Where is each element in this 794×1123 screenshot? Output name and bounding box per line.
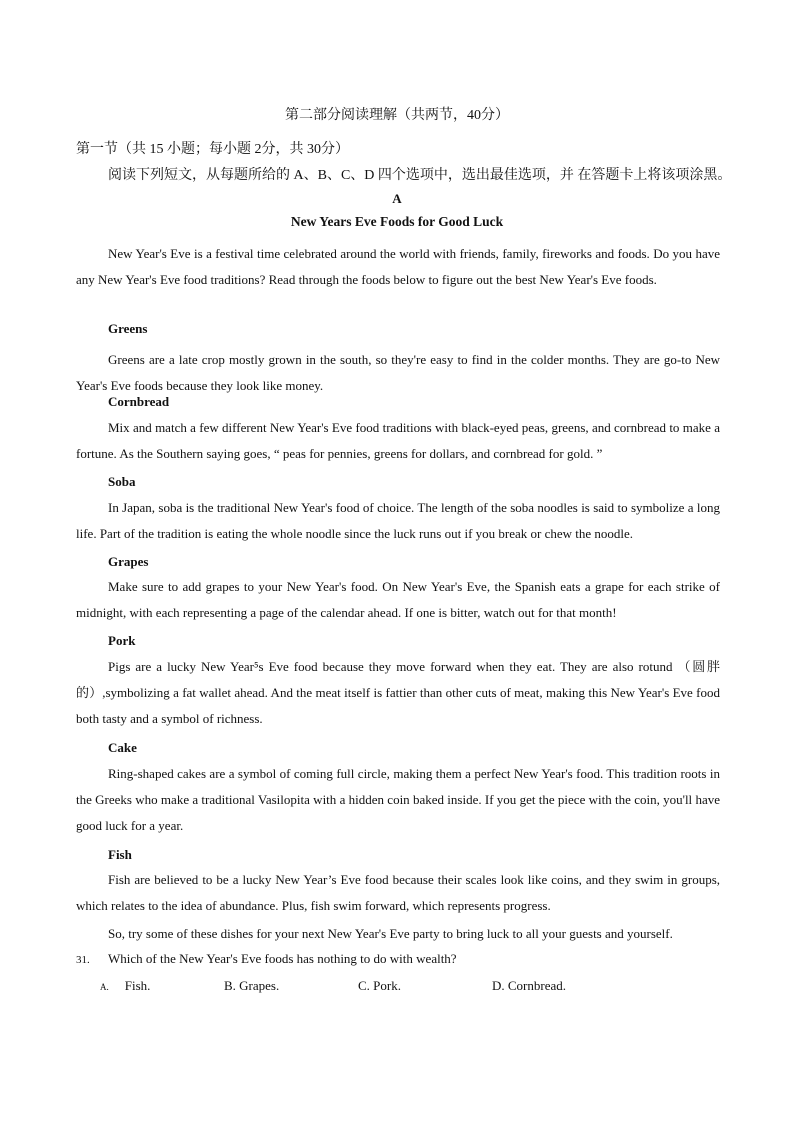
heading-cornbread: Cornbread — [108, 394, 170, 409]
passage-letter: A — [392, 191, 402, 206]
option-text: Grapes. — [239, 978, 280, 993]
heading-pork: Pork — [108, 633, 136, 648]
paragraph-pork: Pigs are a lucky New Year⁵s Eve food because they move forward when they eat. They are also rotund （圆胖的）,symbolizing a fat wallet ahead. And the meat itself is fattier than other cuts of meat, making this New Year's Eve food both tasty and a symbol of richness. — [76, 659, 720, 726]
heading-greens: Greens — [108, 321, 148, 336]
paragraph-greens: Greens are a late crop mostly grown in the south, so they're easy to find in the colder months. They are go-to New Year's Eve foods because they look like money. — [76, 352, 720, 393]
option-text: Fish. — [124, 978, 151, 993]
option-label: D. — [492, 978, 505, 993]
subsection-title: 第一节（共 15 小题；每小题 2分，共 30分） — [76, 142, 349, 157]
intro-paragraph: New Year's Eve is a festival time celebrated around the world with friends, family, fireworks and foods. Do you have any New Year's Eve food traditions? Read through the foods below to figure out the best New Year's Eve foods. — [76, 246, 720, 287]
paragraph-grapes: Make sure to add grapes to your New Year's food. On New Year's Eve, the Spanish eats a grape for each strike of midnight, with each representing a page of the calendar ahead. If one is bitter, watch out for that month! — [76, 579, 720, 620]
passage-title: New Years Eve Foods for Good Luck — [290, 214, 504, 229]
option-label: B. — [224, 978, 236, 993]
question-text: Which of the New Year's Eve foods has nothing to do with wealth? — [108, 951, 457, 966]
heading-fish: Fish — [108, 847, 132, 862]
option-b[interactable] — [224, 978, 279, 994]
paragraph-fish: Fish are believed to be a lucky New Year’s Eve food because their scales look like coins, and they swim in groups, which relates to the idea of abundance. Plus, fish swim forward, which represents progress. — [76, 872, 720, 913]
option-text: Pork. — [373, 978, 401, 993]
option-a[interactable] — [100, 978, 150, 994]
closing-paragraph: So, try some of these dishes for your next New Year's Eve party to bring luck to all your guests and yourself. — [108, 926, 673, 941]
paragraph-cornbread: Mix and match a few different New Year's Eve food traditions with black-eyed peas, greens, and cornbread to make a fortune. As the Southern saying goes, “ peas for pennies, greens for dollars, and cornbread for gold. ” — [76, 420, 720, 461]
heading-grapes: Grapes — [108, 554, 149, 569]
section-title: 第二部分阅读理解（共两节，40分） — [285, 108, 509, 123]
paragraph-cake: Ring-shaped cakes are a symbol of coming full circle, making them a perfect New Year's food. This tradition roots in the Greeks who make a traditional Vasilopita with a hidden coin baked inside. If you get the piece with the coin, you'll have good luck for a year. — [76, 766, 720, 833]
option-c[interactable] — [358, 978, 401, 994]
option-label: A. — [100, 982, 109, 992]
option-text: Cornbread. — [507, 978, 567, 993]
answer-options — [100, 978, 720, 998]
option-label: C. — [358, 978, 370, 993]
question-31 — [76, 951, 457, 967]
question-number: 31. — [76, 954, 90, 966]
option-d[interactable] — [492, 978, 566, 994]
heading-soba: Soba — [108, 474, 136, 489]
paragraph-soba: In Japan, soba is the traditional New Year's food of choice. The length of the soba noodles is said to symbolize a long life. Part of the tradition is eating the whole noodle since the luck runs out if you break or chew the noodle. — [76, 500, 720, 541]
instructions: 阅读下列短文，从每题所给的 A、B、C、D 四个选项中，选出最佳选项，并 在答题卡上将该项涂黑。 — [108, 168, 732, 183]
heading-cake: Cake — [108, 740, 137, 755]
